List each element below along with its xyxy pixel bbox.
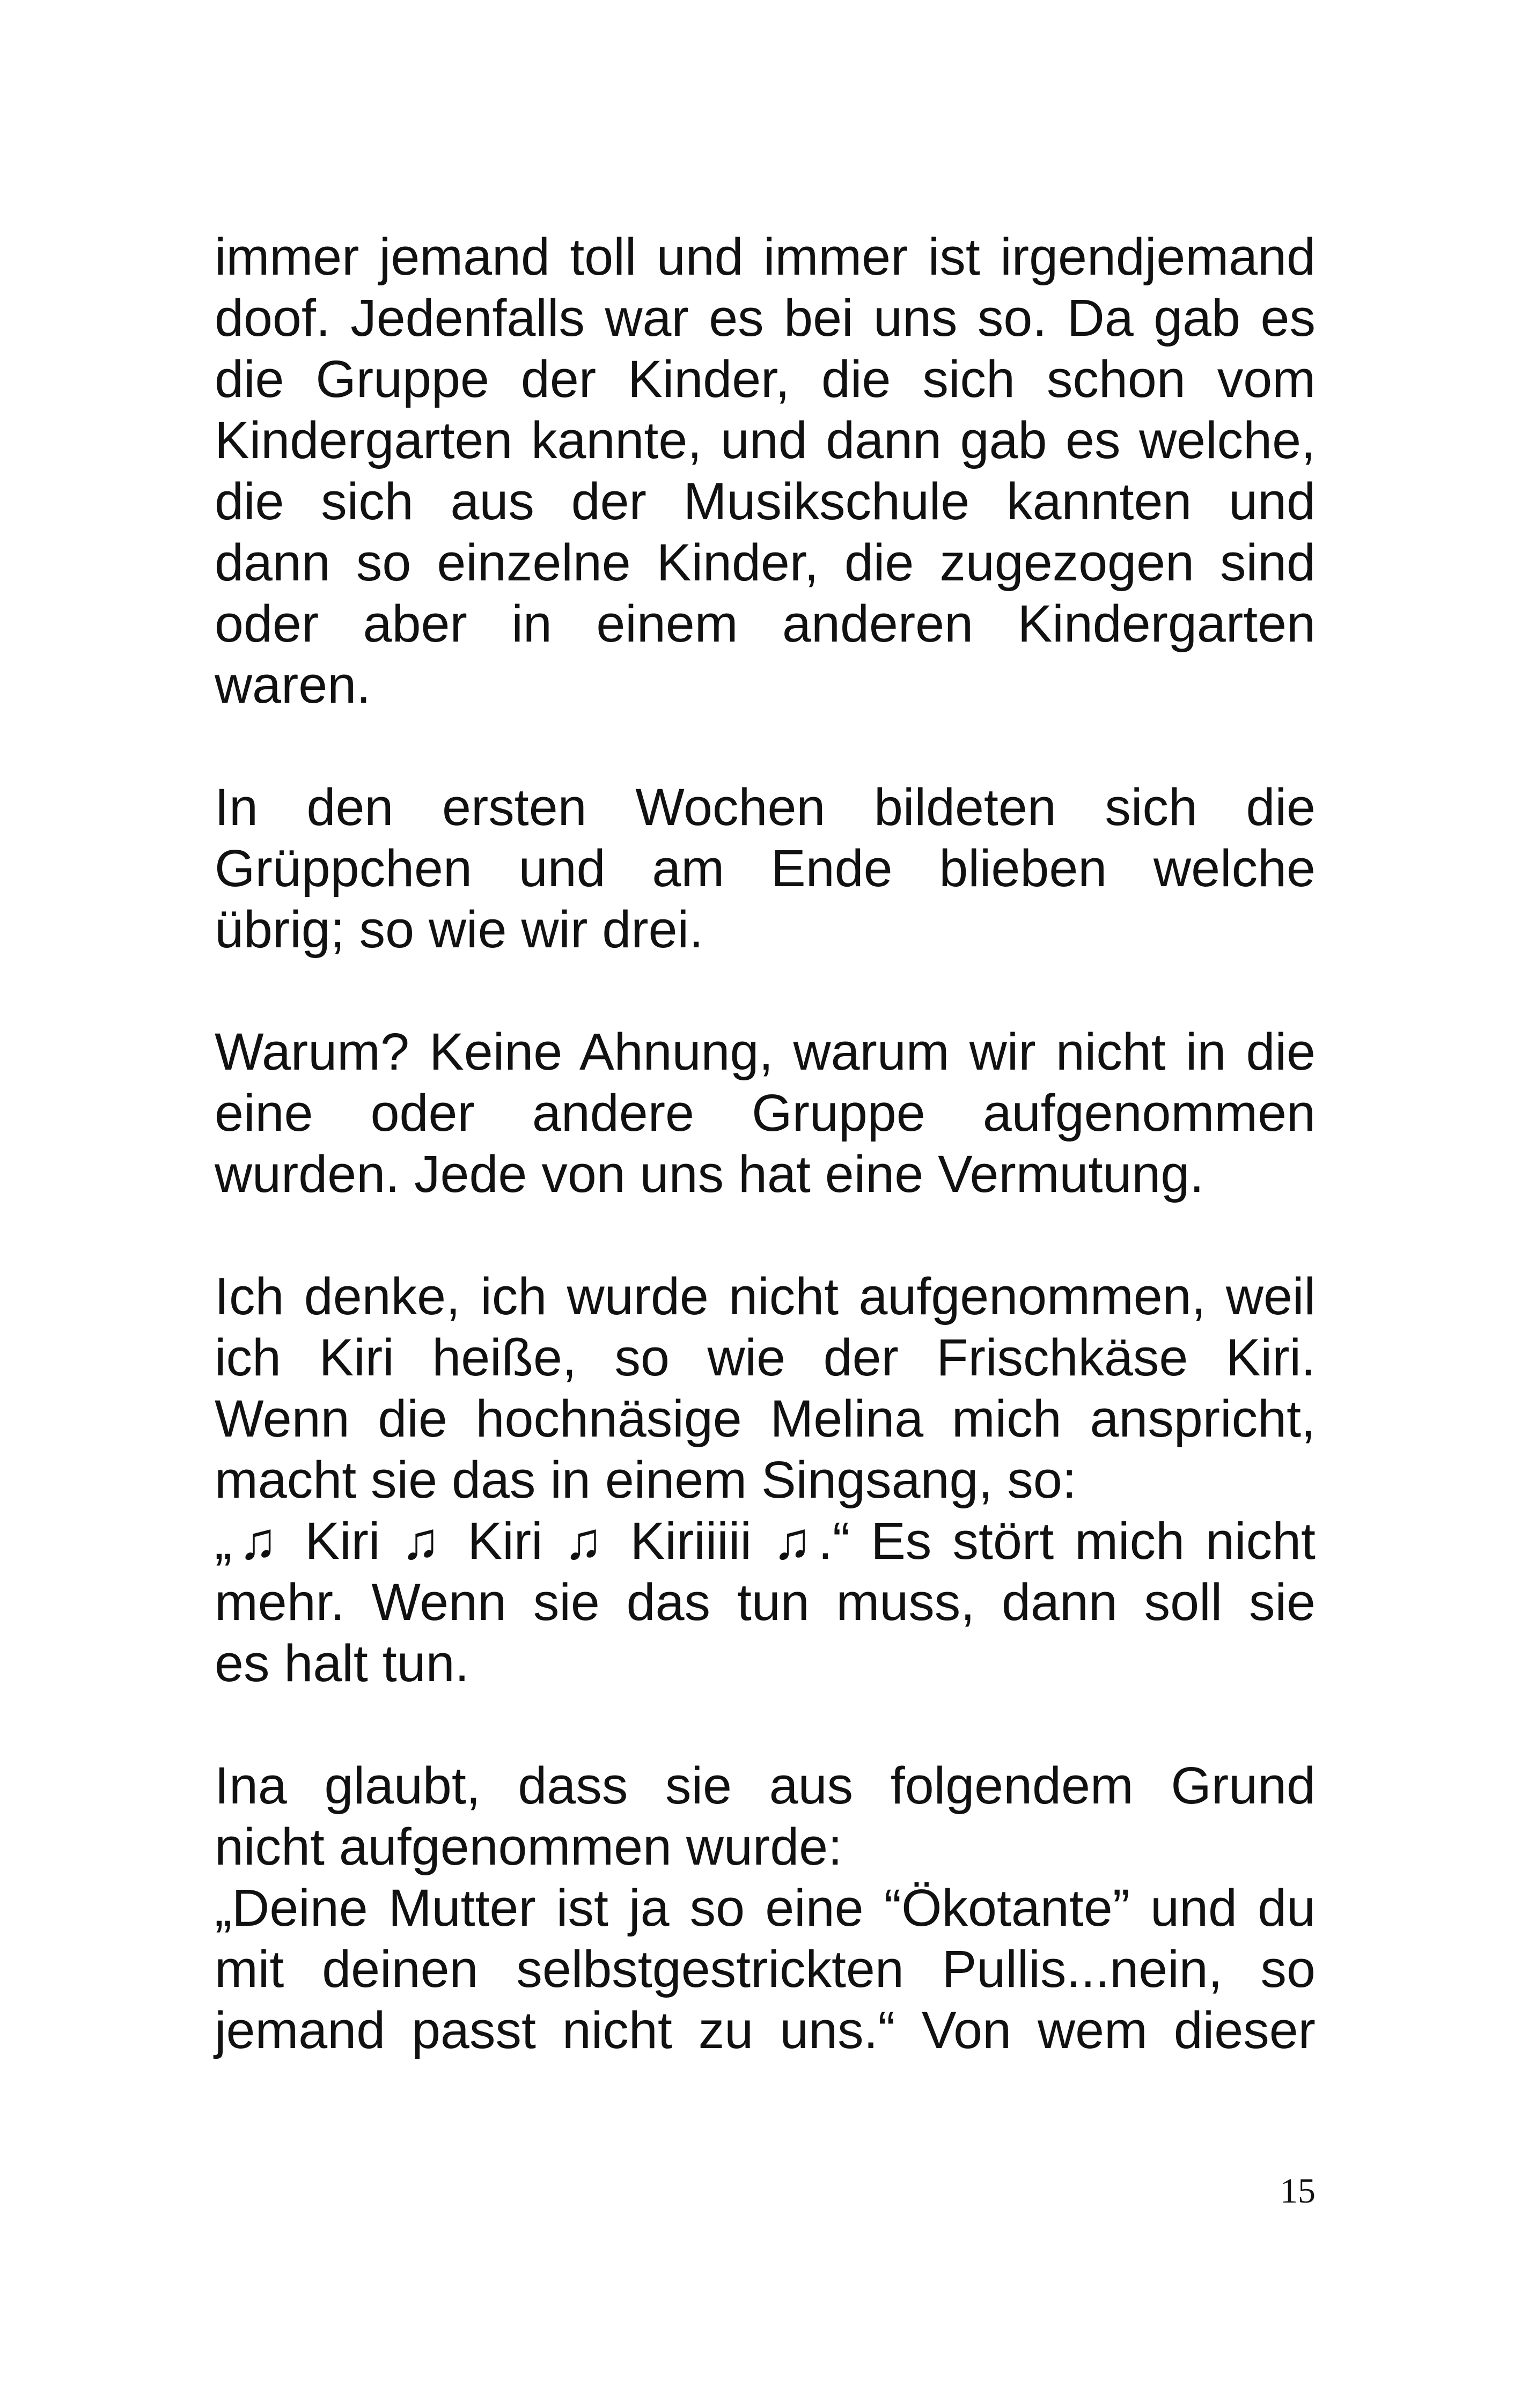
text-line: eine oder andere Gruppe aufgenommen bbox=[215, 1084, 1316, 1142]
paragraph-1 bbox=[215, 226, 1316, 716]
text-line: In den ersten Wochen bildeten sich die bbox=[215, 778, 1316, 836]
page-number: 15 bbox=[1280, 2171, 1316, 2211]
body-text bbox=[215, 226, 1316, 2122]
paragraph-3 bbox=[215, 1021, 1316, 1205]
text-line: übrig; so wie wir drei. bbox=[215, 900, 704, 959]
text-line: mit deinen selbstgestrickten Pullis...nein, so bbox=[215, 1940, 1316, 1998]
text-line: ich Kiri heiße, so wie der Frischkäse Kiri. bbox=[215, 1328, 1316, 1387]
text-line: Ina glaubt, dass sie aus folgendem Grund bbox=[215, 1756, 1316, 1815]
text-line: immer jemand toll und immer ist irgendjemand bbox=[215, 227, 1316, 286]
text-line: die sich aus der Musikschule kannten und bbox=[215, 472, 1316, 531]
text-line: doof. Jedenfalls war es bei uns so. Da gab es bbox=[215, 289, 1316, 347]
text-line: mehr. Wenn sie das tun muss, dann soll sie bbox=[215, 1573, 1316, 1631]
text-line: macht sie das in einem Singsang, so: bbox=[215, 1450, 1077, 1509]
text-line: dann so einzelne Kinder, die zugezogen sind bbox=[215, 533, 1316, 592]
text-line: waren. bbox=[215, 656, 371, 714]
text-line: nicht aufgenommen wurde: bbox=[215, 1817, 843, 1876]
text-line: oder aber in einem anderen Kindergarten bbox=[215, 594, 1316, 653]
text-line: Wenn die hochnäsige Melina mich anspricht, bbox=[215, 1389, 1316, 1448]
text-line: „♫ Kiri ♫ Kiri ♫ Kiriiiii ♫.“ Es stört mich nicht bbox=[215, 1512, 1316, 1570]
text-line: Warum? Keine Ahnung, warum wir nicht in die bbox=[215, 1022, 1316, 1081]
text-line: die Gruppe der Kinder, die sich schon vom bbox=[215, 350, 1316, 408]
text-line: wurden. Jede von uns hat eine Vermutung. bbox=[215, 1145, 1204, 1203]
text-line: es halt tun. bbox=[215, 1634, 469, 1692]
text-line: Kindergarten kannte, und dann gab es welche, bbox=[215, 411, 1316, 469]
text-line: Ich denke, ich wurde nicht aufgenommen, weil bbox=[215, 1267, 1316, 1325]
text-line: jemand passt nicht zu uns.“ Von wem dieser bbox=[215, 2001, 1316, 2059]
text-line: „Deine Mutter ist ja so eine “Ökotante” und du bbox=[215, 1879, 1316, 1937]
text-line: Grüppchen und am Ende blieben welche bbox=[215, 839, 1316, 897]
paragraph-5 bbox=[215, 1755, 1316, 2061]
paragraph-4 bbox=[215, 1266, 1316, 1694]
paragraph-2 bbox=[215, 777, 1316, 960]
